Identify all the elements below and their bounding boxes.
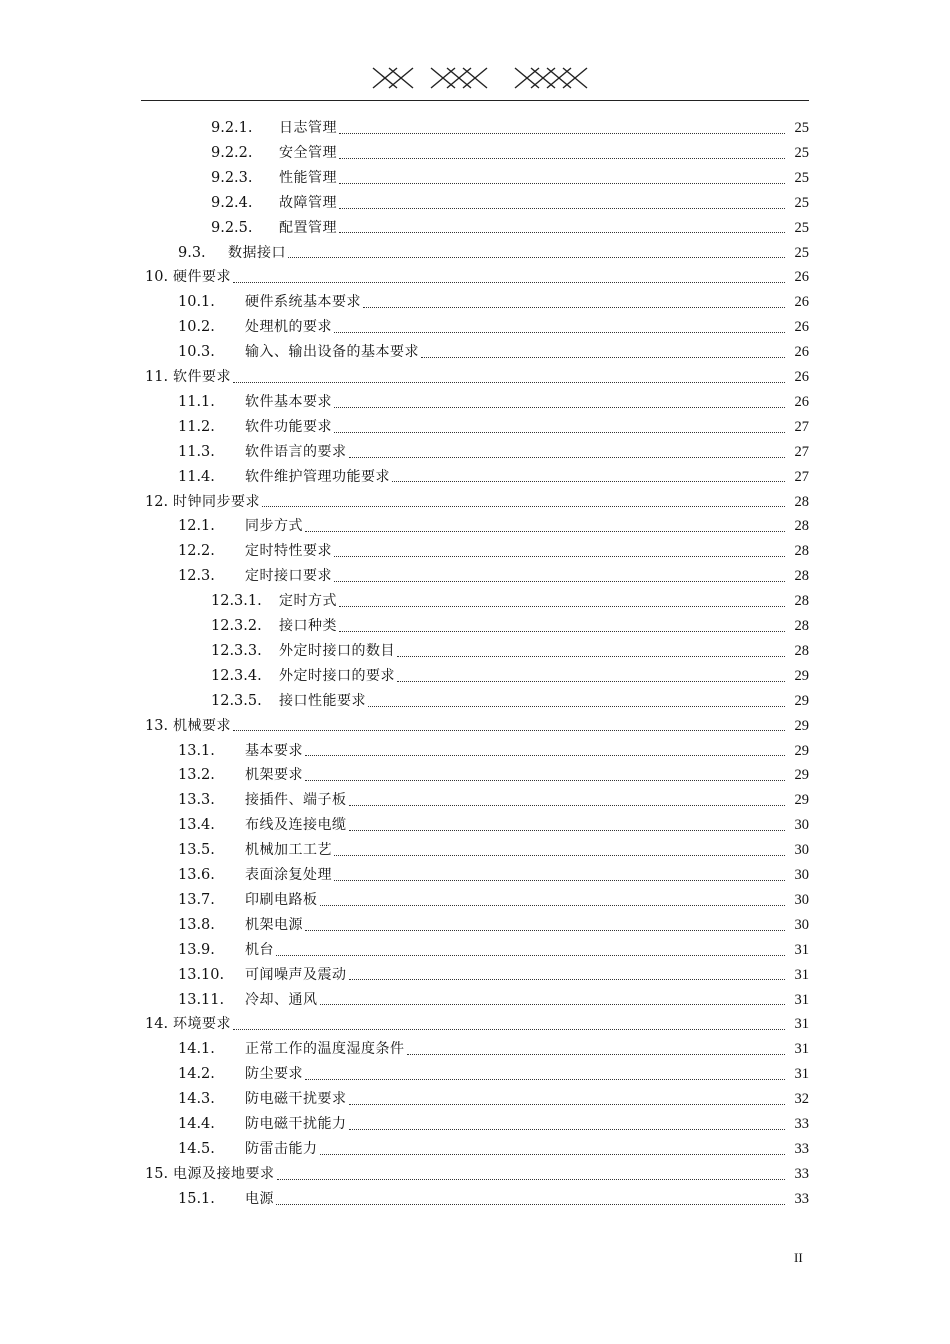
toc-entry-number: 13.5.	[178, 842, 215, 859]
toc-entry-title: 电源	[245, 1190, 274, 1207]
toc-entry-title: 基本要求	[245, 742, 303, 759]
toc-entry-page: 32	[794, 1091, 809, 1108]
toc-entry-title: 性能管理	[279, 169, 337, 186]
toc-entry[interactable]	[145, 1012, 809, 1037]
toc-entry[interactable]	[178, 390, 809, 415]
toc-entry-number: 11.2.	[178, 418, 215, 435]
toc-leader-dots	[276, 1203, 785, 1205]
toc-leader-dots	[339, 605, 785, 607]
toc-entry-title: 日志管理	[279, 120, 337, 136]
toc-leader-dots	[407, 1053, 786, 1055]
toc-entry-title: 配置管理	[279, 219, 337, 236]
toc-entry-number: 9.2.1.	[211, 120, 253, 136]
toc-entry-page: 26	[794, 269, 809, 286]
toc-leader-dots	[368, 705, 785, 707]
toc-entry-title: 机械加工工艺	[245, 842, 332, 859]
toc-entry-number: 13.8.	[178, 916, 215, 933]
toc-leader-dots	[334, 879, 785, 881]
toc-entry-number: 13.4.	[178, 817, 215, 834]
toc-entry[interactable]	[178, 465, 809, 490]
toc-entry-title: 防电磁干扰要求	[245, 1091, 347, 1108]
toc-entry-number: 14.4.	[178, 1116, 215, 1132]
toc-entry-page: 28	[794, 642, 809, 659]
toc-entry[interactable]	[145, 265, 809, 290]
toc-entry-number: 10.2.	[178, 319, 215, 336]
toc-leader-dots	[277, 1178, 786, 1180]
toc-entry-number: 9.3.	[178, 244, 206, 261]
toc-entry-page: 28	[794, 593, 809, 610]
toc-entry-page: 26	[794, 393, 809, 410]
toc-entry-title: 定时特性要求	[245, 543, 332, 560]
toc-entry-title: 数据接口	[228, 244, 286, 261]
toc-entry-number: 11.	[145, 369, 169, 385]
toc-entry-page: 31	[794, 1066, 809, 1083]
toc-entry-title: 处理机的要求	[245, 319, 332, 336]
toc-entry-title: 安全管理	[279, 144, 337, 161]
toc-entry-page: 29	[794, 792, 809, 809]
toc-entry-page: 31	[794, 966, 809, 983]
toc-leader-dots	[363, 306, 785, 308]
toc-entry-page: 25	[794, 120, 809, 136]
toc-entry[interactable]	[145, 365, 809, 390]
toc-entry-number: 12.2.	[178, 543, 215, 560]
toc-entry[interactable]	[178, 290, 809, 315]
toc-entry-page: 31	[794, 991, 809, 1008]
toc-entry-number: 14.3.	[178, 1091, 215, 1108]
toc-entry-page: 33	[794, 1190, 809, 1207]
toc-entry-number: 14.5.	[178, 1140, 215, 1157]
toc-entry-page: 29	[794, 667, 809, 684]
toc-entry-page: 29	[794, 767, 809, 784]
toc-entry-title: 防尘要求	[245, 1066, 303, 1083]
toc-entry-title: 外定时接口的要求	[279, 667, 395, 684]
toc-leader-dots	[339, 630, 785, 632]
toc-entry-title: 防电磁干扰能力	[245, 1116, 347, 1132]
toc-entry-title: 外定时接口的数目	[279, 642, 395, 659]
toc-entry-number: 10.	[145, 269, 169, 286]
toc-entry[interactable]	[178, 415, 809, 440]
toc-entry-title: 定时方式	[279, 593, 337, 610]
toc-entry-number: 14.	[145, 1016, 169, 1033]
toc-entry-number: 9.2.2.	[211, 144, 253, 161]
toc-entry-title: 正常工作的温度湿度条件	[245, 1041, 405, 1058]
toc-entry[interactable]	[211, 191, 809, 216]
toc-entry[interactable]	[178, 913, 809, 938]
toc-entry[interactable]	[178, 340, 809, 365]
toc-entry-title: 机械要求	[173, 717, 231, 734]
toc-entry-number: 12.3.	[178, 568, 215, 585]
toc-entry-number: 9.2.4.	[211, 194, 253, 211]
header-crosshatch-title-graphic	[141, 58, 809, 102]
toc-entry-title: 软件语言的要求	[245, 443, 347, 460]
toc-leader-dots	[233, 281, 785, 283]
toc-entry[interactable]	[211, 614, 809, 639]
toc-entry[interactable]	[178, 739, 809, 764]
toc-entry[interactable]	[211, 639, 809, 664]
toc-entry-number: 13.1.	[178, 742, 215, 759]
toc-entry[interactable]	[145, 1162, 809, 1187]
toc-entry[interactable]	[211, 216, 809, 241]
toc-entry-page: 33	[794, 1165, 809, 1182]
toc-entry[interactable]	[178, 1062, 809, 1087]
toc-entry-number: 13.9.	[178, 941, 215, 958]
toc-entry-page: 25	[794, 169, 809, 186]
toc-entry-number: 12.3.4.	[211, 667, 262, 684]
toc-leader-dots	[339, 132, 785, 134]
toc-entry-page: 27	[794, 418, 809, 435]
toc-entry-title: 软件基本要求	[245, 393, 332, 410]
toc-entry[interactable]	[178, 1037, 809, 1062]
toc-entry-title: 软件要求	[173, 369, 231, 385]
toc-entry-page: 31	[794, 941, 809, 958]
toc-entry[interactable]	[178, 788, 809, 813]
toc-entry-number: 13.3.	[178, 792, 215, 809]
toc-entry-page: 29	[794, 742, 809, 759]
toc-entry-page: 30	[794, 817, 809, 834]
toc-entry-page: 26	[794, 369, 809, 385]
toc-leader-dots	[392, 480, 785, 482]
toc-entry[interactable]	[178, 763, 809, 788]
toc-entry-number: 12.3.3.	[211, 642, 262, 659]
toc-leader-dots	[339, 207, 785, 209]
toc-leader-dots	[349, 1128, 786, 1130]
toc-entry[interactable]	[178, 963, 809, 988]
toc-entry[interactable]	[178, 1187, 809, 1212]
toc-entry-number: 13.7.	[178, 891, 215, 908]
footer-page-number: II	[794, 1250, 803, 1265]
toc-entry[interactable]	[145, 714, 809, 739]
toc-entry-title: 时钟同步要求	[173, 493, 260, 510]
toc-leader-dots	[334, 555, 785, 557]
toc-entry-page: 30	[794, 842, 809, 859]
toc-leader-dots	[305, 1078, 785, 1080]
toc-leader-dots	[339, 157, 785, 159]
toc-entry-page: 29	[794, 692, 809, 709]
toc-entry[interactable]	[178, 813, 809, 838]
toc-entry[interactable]	[178, 241, 809, 266]
toc-leader-dots	[276, 954, 785, 956]
toc-leader-dots	[334, 431, 785, 433]
toc-entry-page: 30	[794, 867, 809, 883]
toc-entry-page: 26	[794, 294, 809, 311]
header-divider	[141, 100, 809, 101]
toc-entry[interactable]	[178, 988, 809, 1013]
toc-entry[interactable]	[211, 116, 809, 141]
toc-entry-title: 故障管理	[279, 194, 337, 211]
toc-entry-title: 防雷击能力	[245, 1140, 318, 1157]
toc-leader-dots	[349, 829, 786, 831]
toc-leader-dots	[320, 1003, 786, 1005]
toc-entry-page: 28	[794, 543, 809, 560]
toc-leader-dots	[334, 854, 785, 856]
toc-leader-dots	[349, 978, 786, 980]
toc-entry-number: 12.3.2.	[211, 618, 262, 634]
toc-entry-number: 13.6.	[178, 867, 215, 883]
toc-entry-title: 电源及接地要求	[173, 1165, 275, 1182]
toc-entry-number: 9.2.5.	[211, 219, 253, 236]
toc-entry-page: 29	[794, 717, 809, 734]
toc-entry-number: 12.3.1.	[211, 593, 262, 610]
toc-entry[interactable]	[178, 938, 809, 963]
toc-entry-number: 12.1.	[178, 518, 215, 535]
toc-entry-page: 33	[794, 1116, 809, 1132]
toc-entry-page: 33	[794, 1140, 809, 1157]
toc-entry-page: 26	[794, 344, 809, 361]
toc-entry-page: 28	[794, 618, 809, 634]
toc-entry-number: 15.	[145, 1165, 169, 1182]
toc-leader-dots	[334, 406, 785, 408]
toc-entry-page: 31	[794, 1041, 809, 1058]
toc-entry[interactable]	[211, 664, 809, 689]
toc-entry[interactable]	[178, 539, 809, 564]
toc-entry[interactable]	[178, 888, 809, 913]
toc-entry-page: 28	[794, 568, 809, 585]
toc-entry-page: 28	[794, 493, 809, 510]
toc-leader-dots	[305, 929, 785, 931]
toc-entry[interactable]	[178, 838, 809, 863]
toc-entry-number: 11.1.	[178, 393, 215, 410]
toc-entry-title: 机架电源	[245, 916, 303, 933]
toc-entry-number: 12.3.5.	[211, 692, 262, 709]
toc-leader-dots	[305, 779, 785, 781]
toc-entry-number: 13.10.	[178, 966, 225, 983]
toc-entry-page: 28	[794, 518, 809, 535]
toc-entry[interactable]	[211, 166, 809, 191]
toc-leader-dots	[288, 256, 785, 258]
toc-entry-title: 硬件要求	[173, 269, 231, 286]
toc-leader-dots	[334, 580, 785, 582]
toc-entry[interactable]	[178, 1112, 809, 1137]
toc-leader-dots	[233, 381, 785, 383]
toc-entry-title: 输入、输出设备的基本要求	[245, 344, 419, 361]
toc-leader-dots	[320, 904, 786, 906]
toc-entry-title: 同步方式	[245, 518, 303, 535]
toc-entry[interactable]	[178, 514, 809, 539]
toc-entry-number: 14.2.	[178, 1066, 215, 1083]
toc-entry-number: 13.2.	[178, 767, 215, 784]
toc-entry-title: 软件维护管理功能要求	[245, 468, 390, 485]
toc-entry-page: 30	[794, 916, 809, 933]
toc-entry[interactable]	[211, 689, 809, 714]
toc-entry[interactable]	[178, 315, 809, 340]
toc-leader-dots	[334, 331, 785, 333]
toc-entry-page: 27	[794, 443, 809, 460]
toc-entry-page: 25	[794, 219, 809, 236]
toc-entry-page: 31	[794, 1016, 809, 1033]
toc-entry-title: 机架要求	[245, 767, 303, 784]
page-header	[141, 58, 809, 102]
toc-entry-number: 10.3.	[178, 344, 215, 361]
toc-entry-number: 10.1.	[178, 294, 215, 311]
toc-entry-number: 15.1.	[178, 1190, 215, 1207]
toc-entry-page: 25	[794, 244, 809, 261]
toc-leader-dots	[320, 1153, 786, 1155]
toc-leader-dots	[349, 1103, 786, 1105]
toc-leader-dots	[339, 182, 785, 184]
toc-entry-title: 硬件系统基本要求	[245, 294, 361, 311]
toc-entry-number: 12.	[145, 493, 169, 510]
toc-leader-dots	[305, 754, 785, 756]
toc-entry[interactable]	[211, 141, 809, 166]
toc-entry[interactable]	[178, 1137, 809, 1162]
toc-entry[interactable]	[211, 589, 809, 614]
toc-entry-title: 布线及连接电缆	[245, 817, 347, 834]
toc-entry-page: 27	[794, 468, 809, 485]
toc-entry-title: 接口种类	[279, 618, 337, 634]
toc-entry-title: 定时接口要求	[245, 568, 332, 585]
toc-entry-number: 13.	[145, 717, 169, 734]
toc-entry-title: 可闻噪声及震动	[245, 966, 347, 983]
toc-entry-page: 25	[794, 194, 809, 211]
toc-entry-title: 环境要求	[173, 1016, 231, 1033]
toc-leader-dots	[349, 456, 786, 458]
toc-entry-title: 冷却、通风	[245, 991, 318, 1008]
toc-entry[interactable]	[178, 1087, 809, 1112]
toc-entry-title: 机台	[245, 941, 274, 958]
toc-entry[interactable]	[145, 490, 809, 515]
toc-leader-dots	[305, 530, 785, 532]
toc-entry-number: 11.4.	[178, 468, 215, 485]
toc-entry-title: 接插件、端子板	[245, 792, 347, 809]
toc-leader-dots	[349, 804, 786, 806]
toc-leader-dots	[339, 231, 785, 233]
toc-entry-number: 11.3.	[178, 443, 215, 460]
toc-entry[interactable]	[178, 564, 809, 589]
toc-entry-title: 接口性能要求	[279, 692, 366, 709]
toc-entry-title: 印刷电路板	[245, 891, 318, 908]
toc-leader-dots	[233, 1028, 785, 1030]
toc-entry[interactable]	[178, 863, 809, 888]
toc-entry-number: 14.1.	[178, 1041, 215, 1058]
toc-leader-dots	[421, 356, 785, 358]
toc-entry-title: 表面涂复处理	[245, 867, 332, 883]
toc-entry[interactable]	[178, 440, 809, 465]
toc-entry-page: 30	[794, 891, 809, 908]
toc-leader-dots	[397, 655, 785, 657]
toc-entry-number: 9.2.3.	[211, 169, 253, 186]
toc-leader-dots	[262, 505, 785, 507]
toc-entry-page: 25	[794, 144, 809, 161]
toc-entry-page: 26	[794, 319, 809, 336]
toc-entry-number: 13.11.	[178, 991, 225, 1008]
toc-entry-title: 软件功能要求	[245, 418, 332, 435]
toc-leader-dots	[233, 729, 785, 731]
toc-leader-dots	[397, 680, 785, 682]
